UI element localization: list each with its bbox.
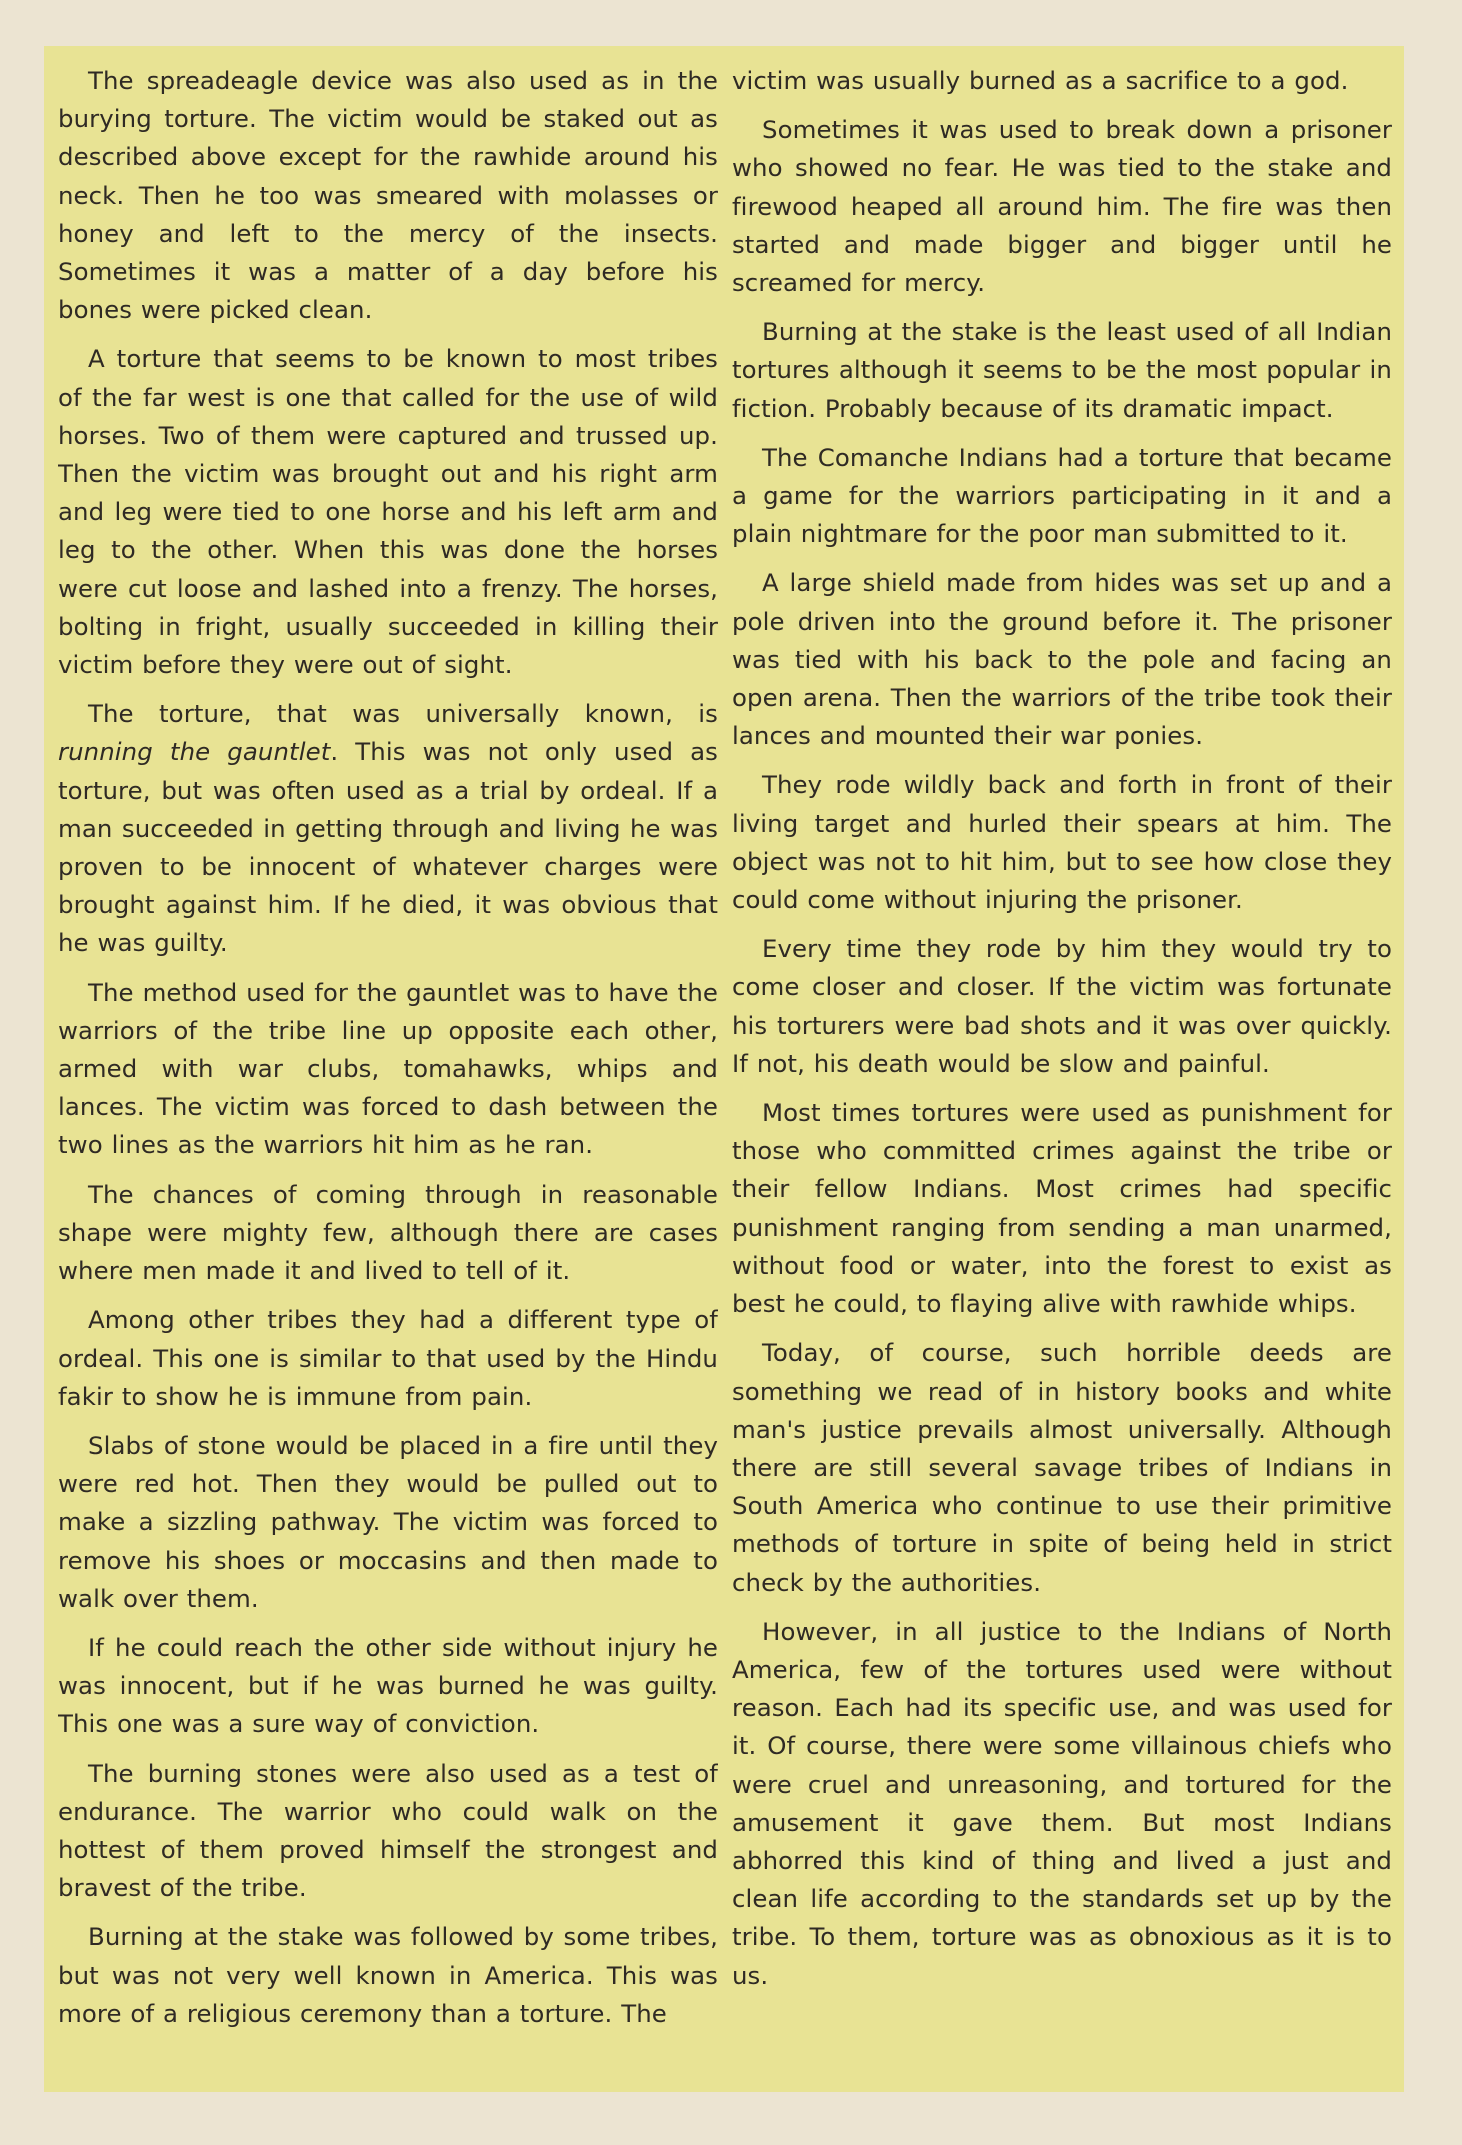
paragraph-sacrifice-continued: victim was usually burned as a sacrifice to a god. <box>732 66 1349 95</box>
paragraph-endurance: The burning stones were also used as a test of endurance. The warrior who could walk on the hottest of them proved himself the strongest and bravest of the tribe. <box>58 1758 718 1903</box>
paragraph-chances: The chances of coming through in reasonable shape were mighty few, although there are cases where men made it and lived to tell of it. <box>58 1179 718 1286</box>
paragraph-gauntlet <box>58 695 718 962</box>
paragraph-other-ordeal: Among other tribes they had a different type of ordeal. This one is similar to that used by the Hindu fakir to show he is immune from pain. <box>58 1305 718 1411</box>
gauntlet-term: running the gauntlet <box>58 737 331 767</box>
right-column <box>732 62 1392 2082</box>
paragraph-spreadeagle: The spreadeagle device was also used as in the burying torture. The victim would be staked out as described above except for the rawhide around his neck. Then he too was smeared with molasses or honey and left to the mercy of the insects. Sometimes it was a matter of a day before his bones were picked clean. <box>58 66 718 325</box>
paragraph-in-all-justice: However, in all justice to the Indians of North America, few of the tortures used were without reason. Each had its specific use, and was used for it. Of course, there were some villainous chiefs who were cruel and unreasoning, and tortured for the amusement it gave them. But most Indians abhorred this kind of thing and lived a just and clean life according to the standards set up by the tribe. To them, torture was as obnoxious as it is to us. <box>732 1616 1392 1990</box>
left-column <box>58 62 718 2082</box>
paragraph-punishment: Most times tortures were used as punishment for those who committed crimes against the tribe or their fellow Indians. Most crimes had specific punishment ranging from sending a man unarmed, without food or water, into the forest to exist as best he could, to flaying alive with rawhide whips. <box>732 1098 1392 1319</box>
paragraph-slabs-of-stone: Slabs of stone would be placed in a fire until they were red hot. Then they would be pulled out to make a sizzling pathway. The victim was forced to remove his shoes or moccasins and then made to walk over them. <box>58 1430 718 1613</box>
paragraph-least-used: Burning at the stake is the least used of all Indian tortures although it seems to be the most popular in fiction. Probably because of its dramatic impact. <box>732 317 1392 423</box>
paragraph-wild-horses: A torture that seems to be known to most tribes of the far west is one that called for the use of wild horses. Two of them were captured and trussed up. Then the victim was brought out and his right arm and leg were tied to one horse and his left arm and leg to the other. When this was done the horses were cut loose and lashed into a frenzy. The horses, bolting in fright, usually succeeded in killing their victim before they were out of sight. <box>58 344 718 680</box>
article-columns <box>58 62 1392 2082</box>
paragraph-gauntlet-intro: The torture, that was universally known, is <box>88 699 718 729</box>
paragraph-gauntlet-method: The method used for the gauntlet was to have the warriors of the tribe line up opposite each other, armed with war clubs, tomahawks, whips and lances. The victim was forced to dash between the two lines as the warriors hit him as he ran. <box>58 977 718 1160</box>
paragraph-closer: Every time they rode by him they would try to come closer and closer. If the victim was fortunate his torturers were bad shots and it was over quickly. If not, his death would be slow and painful. <box>732 934 1392 1078</box>
paragraph-today: Today, of course, such horrible deeds are something we read of in history books and white man's justice prevails almost universally. Although there are still several savage tribes of Indians in South America who continue to use their primitive methods of torture in spite of being held in strict check by the authorities. <box>732 1338 1392 1597</box>
paragraph-gauntlet-rest: . This was not only used as torture, but was often used as a trial by ordeal. If a man succeeded in getting through and living he was proven to be innocent of whatever charges were brought against him. If he died, it was obvious that he was guilty. <box>58 737 718 958</box>
paragraph-shield: A large shield made from hides was set up and a pole driven into the ground before it. The prisoner was tied with his back to the pole and facing an open arena. Then the warriors of the tribe took their lances and mounted their war ponies. <box>732 568 1392 751</box>
paragraph-break-prisoner: Sometimes it was used to break down a prisoner who showed no fear. He was tied to the stake and firewood heaped all around him. The fire was then started and made bigger and bigger until he screamed for mercy. <box>732 115 1392 298</box>
paragraph-burning-at-stake: Burning at the stake was followed by some tribes, but was not very well known in America. This was more of a religious ceremony than a torture. The <box>58 1922 718 2028</box>
paragraph-rode-wildly: They rode wildly back and forth in front of their living target and hurled their spears at him. The object was not to hit him, but to see how close they could come without injuring the prisoner. <box>732 770 1392 915</box>
paragraph-comanche: The Comanche Indians had a torture that became a game for the warriors participating in it and a plain nightmare for the poor man submitted to it. <box>732 442 1392 549</box>
article-panel <box>44 46 1404 2092</box>
paragraph-innocence-test: If he could reach the other side without injury he was innocent, but if he was burned he was guilty. This one was a sure way of conviction. <box>58 1632 718 1739</box>
